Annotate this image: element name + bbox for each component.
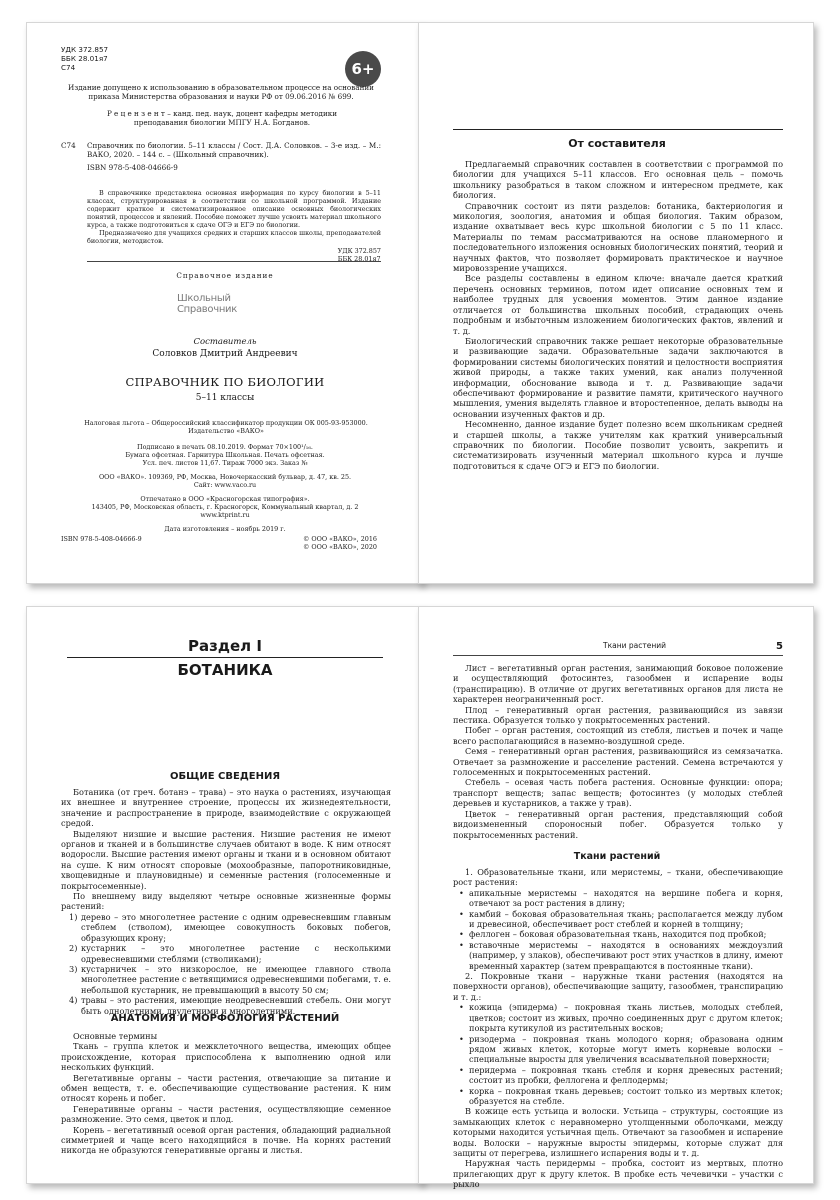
reviewer-note: Р е ц е н з е н т – канд. пед. наук, доцент кафедры методики преподавания биологии МПГУ Н.А. Богданов. <box>106 109 338 127</box>
list-item: • феллоген – боковая образовательная ткань, находится под пробкой; <box>453 929 783 939</box>
meristems-list <box>453 888 783 971</box>
publisher-address <box>27 473 423 489</box>
term-definition: Корень – вегетативный осевой орган растения, обладающий радиальной симметрией и чаще всего находящийся в почве. На корнях растений никогда не образуются генеративные органы и листья. <box>61 1124 391 1156</box>
running-head: Ткани растений <box>603 641 666 650</box>
logo-line-1: Школьный <box>177 293 231 304</box>
list-item: • апикальные меристемы – находятся на вершине побега и корня, отвечают за рост растения в длину; <box>453 888 783 909</box>
edition-type: Справочное издание <box>176 271 274 280</box>
preface-paragraph: Предлагаемый справочник составлен в соответствии с программой по биологии для учащихся 5–11 классов. Его основная цель – помочь школьнику разобраться в таком сложном и интересном предмете, как биология. <box>453 159 783 201</box>
life-forms-list <box>61 912 391 1016</box>
list-item: 2) кустарник – это многолетнее растение с несколькими одревесневшими стеблями (стволиками); <box>69 943 391 964</box>
general-heading: ОБЩИЕ СВЕДЕНИЯ <box>169 771 281 782</box>
list-item: • вставочные меристемы – находятся в основаниях междоузлий (например, у злаков), обеспечивают рост этих участков в длину, имеют временный характер (затем превращаются в постоянные ткани). <box>453 940 783 971</box>
term-definition: Побег – орган растения, состоящий из стебля, листьев и почек и чаще всего располагающийся в наземно-воздушной среде. <box>453 725 783 746</box>
compiler-label: Составитель <box>193 337 257 347</box>
tissues-text <box>453 867 783 1190</box>
list-item: • перидерма – покровная ткань стебля и корня древесных растений; состоит из пробки, феллогена и феллодермы; <box>453 1065 783 1086</box>
copyrights <box>303 535 377 551</box>
terms-label: Основные термины <box>73 1031 158 1041</box>
preface-text <box>453 159 783 471</box>
printer-line-2: 143405, РФ, Московская область, г. Красногорск, Коммунальный квартал, д. 2 <box>91 503 359 511</box>
preface-heading: От составителя <box>568 137 666 150</box>
preface-paragraph: Несомненно, данное издание будет полезно всем школьникам средней и старшей школы, а также учителям как краткий универсальный справочник по биологии. Пособие позволит усвоить, закрепить и систематизировать изученный материал школьного курса и лучше подготовиться к сдаче ОГЭ и ЕГЭ по биологии. <box>453 419 783 471</box>
print-line-2: Бумага офсетная. Гарнитура Школьная. Печать офсетная. <box>125 451 325 459</box>
term-definition: Плод – генеративный орган растения, развивающийся из завязи пестика. Образуется только у покрытосеменных растений. <box>453 704 783 726</box>
classification-codes <box>61 45 108 72</box>
divider <box>87 261 381 262</box>
print-line-1: Подписано в печать 08.10.2019. Формат 70×100¹/₁₆. <box>137 443 313 451</box>
tissues-page <box>418 606 814 1190</box>
udk-code-right: УДК 372.857 <box>337 247 381 255</box>
grades: 5–11 классы <box>195 393 255 403</box>
print-line-3: Усл. печ. листов 11,67. Тираж 7000 экз. Заказ № <box>142 459 308 467</box>
preface-paragraph: Все разделы составлены в едином ключе: вначале дается краткий перечень основных терминов, потом идет описание основных тем и наиболее трудных для усвоения моментов. Этим данное издание отличается от большинства школьных пособий, страдающих очень подробным и избыточным изложением биологических фактов, явлений и т. д. <box>453 273 783 336</box>
bbk-code-right: ББК 28.01я7 <box>337 255 381 263</box>
author-mark: С74 <box>61 63 76 72</box>
publisher-line-1: ООО «ВАКО». 109369, РФ, Москва, Новочеркасский бульвар, д. 47, кв. 25. <box>98 473 352 481</box>
general-paragraph: Выделяют низшие и высшие растения. Низшие растения не имеют органов и тканей и в большинстве случаев обитают в воде. К ним относят водоросли. Высшие растения имеют органы и ткани и в основном обитают на суше. К ним относят споровые (мохообразные, папоротниковидные, хвощевидные и плауновидные) и семенные растения (голосеменные и покрытосеменные). <box>61 828 391 891</box>
term-definition: Цветок – генеративный орган растения, представляющий собой видоизмененный спороносный побег. Образуется только у покрытосеменных растений. <box>453 808 783 840</box>
general-paragraph: Ботаника (от греч. ботанэ – трава) – это наука о растениях, изучающая их внешнее и внутреннее строение, процессы их жизнедеятельности, значение и распространение в природе, взаимодействие с окружающей средой. <box>61 787 391 829</box>
copyright-2020: © ООО «ВАКО», 2020 <box>302 543 377 551</box>
imprint-page <box>26 22 422 584</box>
anatomy-heading: АНАТОМИЯ И МОРФОЛОГИЯ РАСТЕНИЙ <box>110 1013 340 1024</box>
section-page <box>26 606 422 1184</box>
copyright-2016: © ООО «ВАКО», 2016 <box>302 535 377 543</box>
term-definition: Ткань – группа клеток и межклеточного вещества, имеющих общее происхождение, которая приспособлена к выполнению одной или нескольких функций. <box>61 1041 391 1073</box>
tax-note: Налоговая льгота – Общероссийский классификатор продукции ОК 005-93-953000. Издательство «ВАКО» <box>84 419 368 435</box>
list-item: • камбий – боковая образовательная ткань; располагается между лубом и древесиной, обеспечивает рост стеблей и корней в толщину; <box>453 909 783 930</box>
age-rating-badge: 6+ <box>345 51 381 87</box>
running-header <box>453 641 783 652</box>
annotation: В справочнике представлена основная информация по курсу биологии в 5–11 классах, структурированная в соответствии со школьной программой. Издание содержит краткое и систематизированное описание основных биологических понятий, процессов и явлений. Пособие поможет лучше усвоить материал школьного курса, а также подготовиться к сдаче ОГЭ и ЕГЭ по биологии. <box>87 189 381 229</box>
printer-address <box>27 495 423 519</box>
manufacture-date: Дата изготовления – ноябрь 2019 г. <box>164 525 286 533</box>
tissues-heading: Ткани растений <box>573 851 661 862</box>
header-rule <box>453 655 783 656</box>
term-definition: Стебель – осевая часть побега растения. Основные функции: опора; транспорт веществ; запас веществ; фотосинтез (у молодых стеблей деревьев и кустарников, а также у трав). <box>453 777 783 809</box>
closing-paragraph: В кожице есть устьица и волоски. Устьица – структуры, состоящие из замыкающих клеток с неравномерно утолщенными оболочками, между которыми находится устьичная щель. Отвечают за газообмен и испарение воды. Волоски – наружные выросты эпидермы, которые служат для защиты от перегрева, излишнего испарения воды и т. д. <box>453 1106 783 1158</box>
heading-rule <box>453 129 783 130</box>
preface-paragraph: Биологический справочник также решает некоторые образовательные и развивающие задачи. Образовательные задачи заключаются в формировании системы биологических понятий и целостности восприятия живой природы, а также таких умений, как анализ полученной информации, обоснование вывода и т. д. Развивающие задачи обеспечивают формирование и развитие памяти, критического научного мышления, умения выделять главное и второстепенное, делать выводы на основании изученных фактов и др. <box>453 335 783 419</box>
general-paragraph: По внешнему виду выделяют четыре основные жизненные формы растений: <box>61 891 391 912</box>
udk-code: УДК 372.857 <box>61 45 109 54</box>
series-logo <box>177 293 237 315</box>
list-item: 4) травы – это растения, имеющие неодревесневший стебель. Они могут быть однолетними, двулетними и многолетними. <box>69 995 391 1016</box>
logo-line-2: Справочник <box>177 304 237 315</box>
term-definition: Вегетативные органы – части растения, отвечающие за питание и обмен веществ, т. е. обеспечивающие существование растения. К ним относят корень и побег. <box>61 1072 391 1104</box>
printer-site: www.ktprint.ru <box>200 511 250 519</box>
general-text <box>61 787 391 1016</box>
list-item: 1) дерево – это многолетнее растение с одним одревесневшим главным стеблем (стволом), имеющее совокупность боковых побегов, образующих крону; <box>69 911 391 943</box>
audience-note: Предназначено для учащихся средних и старших классов школы, преподавателей биологии, методистов. <box>87 229 381 245</box>
printer-line-1: Отпечатано в ООО «Красногорская типография». <box>140 495 310 503</box>
list-item: • корка – покровная ткань деревьев; состоит только из мертвых клеток; образуется на стебле. <box>453 1086 783 1107</box>
list-item: • ризодерма – покровная ткань молодого корня; образована одним рядом живых клеток, которые могут иметь корневые волоски – специальные выросты для увеличения всасывательной поверхности; <box>453 1034 783 1065</box>
section-title: БОТАНИКА <box>177 661 273 679</box>
isbn-line: ISBN 978-5-408-04666-9 <box>87 163 178 172</box>
term-definition: Лист – вегетативный орган растения, занимающий боковое положение и осуществляющий фотосинтез, газообмен и испарение воды (транспирацию). В отличие от других вегетативных органов для листа не характерен неограниченный рост. <box>453 663 783 705</box>
preface-page <box>418 22 814 584</box>
list-item: 3) кустарничек – это низкорослое, не имеющее главного ствола многолетнее растение с ветвящимися одревесневшими побегами, т. е. небольшой кустарник, не превышающий в высоту 50 см; <box>69 963 391 995</box>
term-definition: Генеративные органы – части растения, осуществляющие семенное размножение. Это семя, цветок и плод. <box>61 1103 391 1125</box>
approval-note: Издание допущено к использованию в образовательном процессе на основании приказа Министерства образования и науки РФ от 09.06.2016 № 699. <box>68 83 374 101</box>
section-rule <box>67 657 383 658</box>
closing-paragraph: Наружная часть перидермы – пробка, состоит из мертвых, плотно прилегающих друг к другу клеток. В пробке есть чечевички – участки с рыхло <box>453 1158 783 1190</box>
section-number: Раздел I <box>188 637 262 655</box>
cover-tissues-list <box>453 1002 783 1106</box>
catalog-entry <box>61 141 381 172</box>
catalog-description: Справочник по биологии. 5–11 классы / Сост. Д.А. Соловков. – 3-е изд. – М.: ВАКО, 2020. – 144 с. – (Школьный справочник). <box>87 141 381 159</box>
catalog-code: С74 <box>61 141 76 150</box>
print-details <box>27 443 423 467</box>
publisher-site: Сайт: www.vaco.ru <box>193 481 257 489</box>
compiler-name: Соловков Дмитрий Андреевич <box>152 349 298 359</box>
anatomy-text <box>61 1031 391 1156</box>
terms-continued <box>453 663 783 840</box>
book-title: СПРАВОЧНИК ПО БИОЛОГИИ <box>125 375 325 389</box>
term-definition: Семя – генеративный орган растения, развивающийся из семязачатка. Отвечает за размножение и расселение растений. Семена встречаются у голосеменных и покрытосеменных растений. <box>453 746 783 778</box>
page-number: 5 <box>776 641 783 652</box>
preface-paragraph: Справочник состоит из пяти разделов: ботаника, бактериология и микология, зоология, анатомия и общая биология. Таким образом, издание охватывает весь курс школьной биологии с 5 по 11 класс. Материалы по темам рассматриваются на основе планомерного и последовательного изложения основных биологических понятий, теорий и научных фактов, что позволяет формировать практическое и научное мировоззрение учащихся. <box>453 200 783 274</box>
bbk-code: ББК 28.01я7 <box>61 54 108 63</box>
isbn-bottom: ISBN 978-5-408-04666-9 <box>61 535 142 543</box>
list-item: • кожица (эпидерма) – покровная ткань листьев, молодых стеблей, цветков; состоит из живых, прочно соединенных друг с другом клеток; покрыта кутикулой из растительных восков; <box>453 1002 783 1033</box>
cover-intro: 2. Покровные ткани – наружные ткани растения (находятся на поверхности органов), обеспечивающие защиту, газообмен, транспирацию и т. д.: <box>453 971 783 1002</box>
tissues-intro: 1. Образовательные ткани, или меристемы, – ткани, обеспечивающие рост растения: <box>453 867 783 888</box>
